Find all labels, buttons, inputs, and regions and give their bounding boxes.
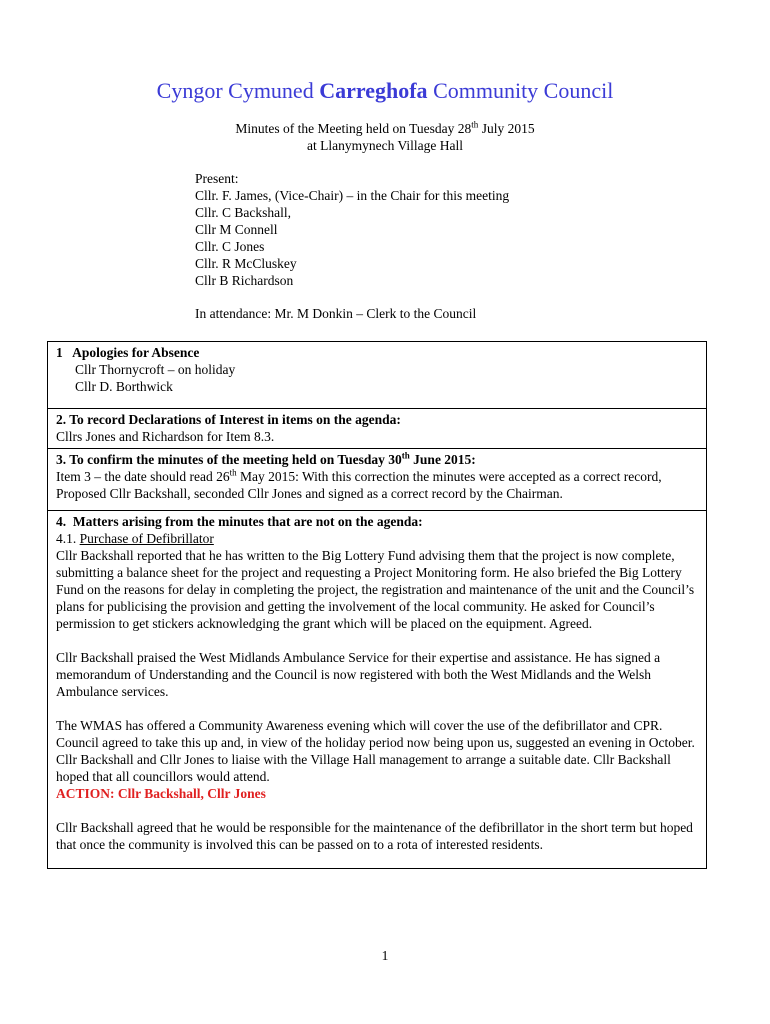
paragraph: The WMAS has offered a Community Awareness evening which will cover the use of the defibrillator and CPR. Council agreed to take this up and, in view of the holiday period now being upon us, suggested an evening in October. Cllr Backshall and Cllr Jones to liaise with the Village Hall management to arrange a suitable date. Cllr Backshall hoped that all councillors would attend.	[56, 718, 695, 784]
minutes-table	[47, 341, 707, 869]
present-label: Present:	[195, 171, 239, 186]
present-member: Cllr. C Jones	[195, 239, 265, 254]
present-member: Cllr M Connell	[195, 222, 278, 237]
present-member: Cllr B Richardson	[195, 273, 294, 288]
item-heading: 3. To confirm the minutes of the meeting held on Tuesday 30th June 2015:	[56, 450, 476, 467]
item-line: Cllr D. Borthwick	[75, 379, 173, 394]
item-line: Cllr Thornycroft – on holiday	[75, 362, 236, 377]
subitem-heading: 4.1. Purchase of Defibrillator	[56, 531, 214, 546]
meeting-date-line: Minutes of the Meeting held on Tuesday 28th July 2015	[235, 119, 535, 136]
meeting-subtitle	[0, 120, 770, 154]
present-member: Cllr. F. James, (Vice-Chair) – in the Chair for this meeting	[195, 188, 510, 203]
present-member: Cllr. C Backshall,	[195, 205, 291, 220]
present-member: Cllr. R McCluskey	[195, 256, 297, 271]
item-3-confirm-minutes	[48, 449, 706, 511]
item-1-apologies	[48, 342, 706, 409]
item-text: Item 3 – the date should read 26th May 2015: With this correction the minutes were accepted as a correct record, Proposed Cllr Backshall, seconded Cllr Jones and signed as a correct record by the Chairman.	[56, 467, 662, 501]
paragraph: Cllr Backshall reported that he has written to the Big Lottery Fund advising them that the project is now complete, submitting a balance sheet for the project and requesting a Project Monitoring form. He also briefed the Big Lottery Fund on the reasons for delay in completing the project, the registration and maintenance of the unit and the Council’s plans for publicising the provision and getting the involvement of the local community. He asked for Council’s permission to get stickers acknowledging the grant which will be placed on the equipment. Agreed.	[56, 548, 695, 631]
item-4-matters-arising	[48, 511, 706, 868]
item-heading: 4. Matters arising from the minutes that are not on the agenda:	[56, 514, 423, 529]
item-heading: 1 Apologies for Absence	[56, 345, 200, 360]
paragraph: Cllr Backshall praised the West Midlands Ambulance Service for their expertise and assistance. He has signed a memorandum of Understanding and the Council is now registered with both the West Midlands and the Welsh Ambulance services.	[56, 650, 661, 699]
page-number: 1	[381, 948, 389, 963]
action-line: ACTION: Cllr Backshall, Cllr Jones	[56, 786, 266, 801]
meeting-venue-line: at Llanymynech Village Hall	[306, 138, 463, 153]
item-heading: 2. To record Declarations of Interest in items on the agenda:	[56, 412, 401, 427]
item-2-declarations	[48, 409, 706, 449]
page-title: Cyngor Cymuned Carreghofa Community Council	[156, 78, 614, 103]
present-list	[195, 170, 735, 289]
paragraph: Cllr Backshall agreed that he would be responsible for the maintenance of the defibrillator in the short term but hoped that once the community is involved this can be passed on to a rota of interested residents.	[56, 820, 693, 852]
attendance-line: In attendance: Mr. M Donkin – Clerk to the Council	[195, 306, 477, 321]
item-text: Cllrs Jones and Richardson for Item 8.3.	[56, 429, 275, 444]
